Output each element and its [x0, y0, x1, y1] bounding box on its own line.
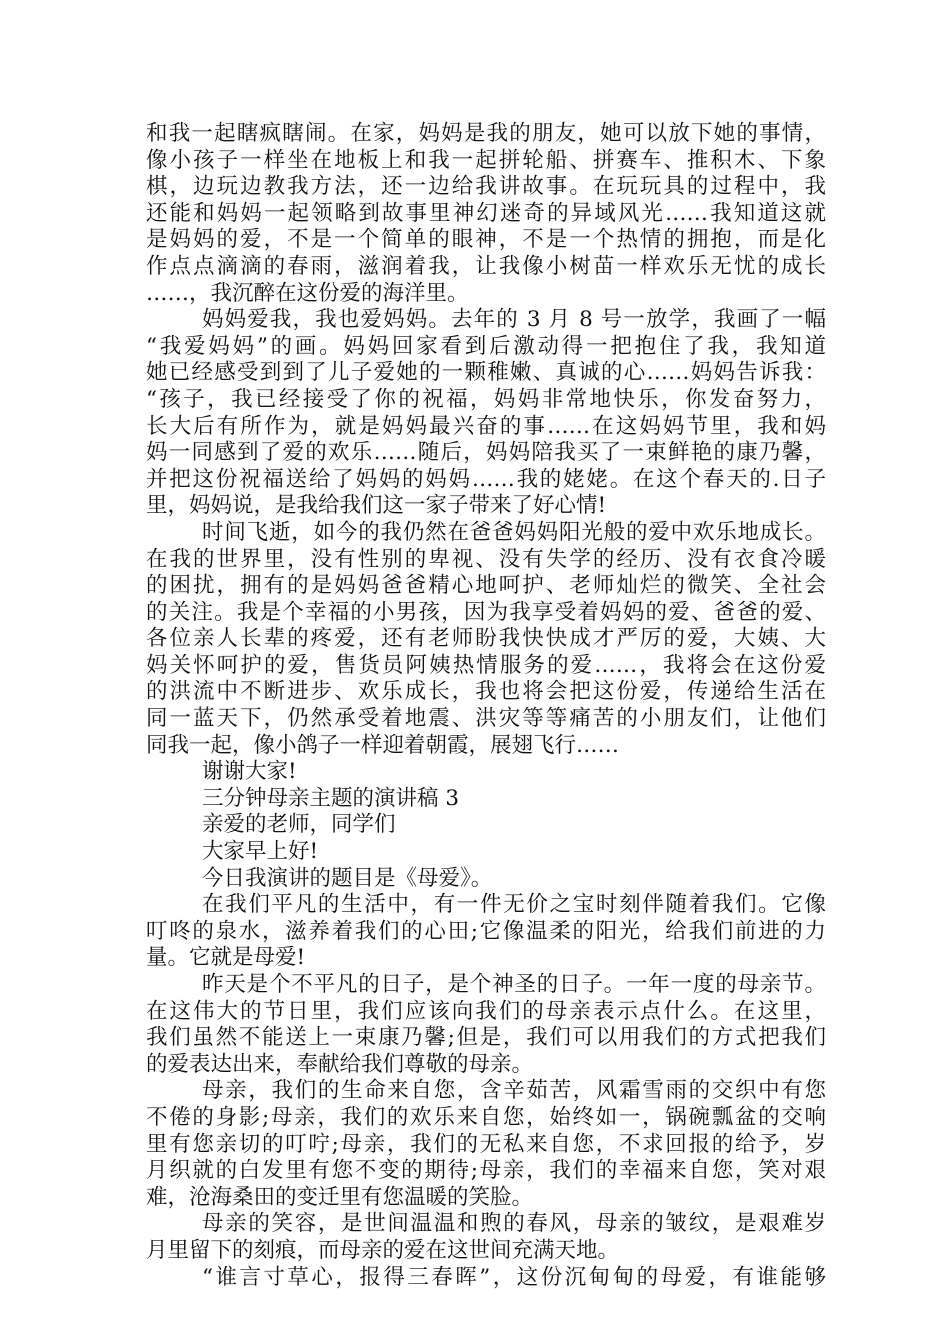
text-line: 里有您亲切的叮咛;母亲，我们的无私来自您，不求回报的给予，岁 [146, 1131, 826, 1157]
text-line: 今日我演讲的题目是《母爱》。 [202, 865, 493, 891]
text-line: 母亲的笑容，是世间温温和煦的春风，母亲的皱纹，是艰难岁 [202, 1211, 826, 1237]
text-line: 叮咚的泉水，滋养着我们的心田;它像温柔的阳光，给我们前进的力 [146, 918, 826, 944]
text-line: 妈妈爱我，我也爱妈妈。去年的 3 月 8 号一放学，我画了一幅 [202, 307, 826, 333]
text-line: 月织就的白发里有您不变的期待;母亲，我们的幸福来自您，笑对艰 [146, 1158, 826, 1184]
text-line: 的爱表达出来，奉献给我们尊敬的母亲。 [146, 1051, 534, 1077]
text-line: 大家早上好! [202, 839, 319, 865]
text-line: 的困扰，拥有的是妈妈爸爸精心地呵护、老师灿烂的微笑、全社会 [146, 573, 826, 599]
text-line: 不倦的身影;母亲，我们的欢乐来自您，始终如一，锅碗瓢盆的交响 [146, 1104, 826, 1130]
text-line: “孩子，我已经接受了你的祝福，妈妈非常地快乐，你发奋努力， [146, 386, 826, 412]
text-line: 妈一同感到了爱的欢乐……随后，妈妈陪我买了一束鲜艳的康乃馨， [146, 440, 826, 466]
text-line: 在我们平凡的生活中，有一件无价之宝时刻伴随着我们。它像 [202, 892, 826, 918]
text-line: 棋，边玩边教我方法，还一边给我讲故事。在玩玩具的过程中，我 [146, 174, 826, 200]
text-line: 母亲，我们的生命来自您，含辛茹苦，风霜雪雨的交织中有您 [202, 1078, 826, 1104]
text-line: 昨天是个不平凡的日子，是个神圣的日子。一年一度的母亲节。 [202, 972, 826, 997]
text-line: 她已经感受到到了儿子爱她的一颗稚嫩、真诚的心……妈妈告诉我： [146, 360, 826, 386]
text-line: 我们虽然不能送上一束康乃馨;但是，我们可以用我们的方式把我们 [146, 1025, 826, 1051]
text-line: 和我一起瞎疯瞎闹。在家，妈妈是我的朋友，她可以放下她的事情， [146, 121, 826, 146]
text-line: 在我的世界里，没有性别的卑视、没有失学的经历、没有衣食冷暖 [146, 546, 826, 572]
text-line: ……，我沉醉在这份爱的海洋里。 [146, 280, 469, 306]
text-line: 同一蓝天下，仍然承受着地震、洪灾等等痛苦的小朋友们，让他们 [146, 706, 826, 732]
text-line: 同我一起，像小鸽子一样迎着朝霞，展翅飞行…… [146, 732, 620, 758]
text-line: 作点点滴滴的春雨，滋润着我，让我像小树苗一样欢乐无忧的成长 [146, 253, 826, 279]
text-line: 长大后有所作为，就是妈妈最兴奋的事……在这妈妈节里，我和妈 [146, 413, 826, 439]
text-line: 妈关怀呵护的爱，售货员阿姨热情服务的爱……，我将会在这份爱 [146, 652, 826, 678]
text-line: 像小孩子一样坐在地板上和我一起拼轮船、拼赛车、推积木、下象 [146, 147, 826, 173]
text-line: 三分钟母亲主题的演讲稿 3 [202, 785, 460, 811]
document-body [146, 121, 826, 1291]
text-line: 难，沧海桑田的变迁里有您温暖的笑脸。 [146, 1184, 534, 1210]
text-line: 的关注。我是个幸福的小男孩，因为我享受着妈妈的爱、爸爸的爱、 [146, 599, 826, 625]
text-line: 月里留下的刻痕，而母亲的爱在这世间充满天地。 [146, 1237, 620, 1263]
text-line: “谁言寸草心，报得三春晖”，这份沉甸甸的母爱，有谁能够 [202, 1264, 826, 1290]
text-line: 是妈妈的爱，不是一个简单的眼神，不是一个热情的拥抱，而是化 [146, 227, 826, 253]
text-line: 时间飞逝，如今的我仍然在爸爸妈妈阳光般的爱中欢乐地成长。 [202, 519, 826, 545]
text-line: 各位亲人长辈的疼爱，还有老师盼我快快成才严厉的爱，大姨、大 [146, 626, 826, 652]
text-line: “我爱妈妈”的画。妈妈回家看到后激动得一把抱住了我，我知道 [146, 333, 826, 359]
text-line: 在这伟大的节日里，我们应该向我们的母亲表示点什么。在这里， [146, 998, 826, 1024]
text-line: 并把这份祝福送给了妈妈的妈妈……我的姥姥。在这个春天的.日子 [146, 466, 826, 492]
text-line: 的洪流中不断进步、欢乐成长，我也将会把这份爱，传递给生活在 [146, 679, 826, 705]
text-line: 量。它就是母爱! [146, 945, 306, 971]
text-line: 亲爱的老师，同学们 [202, 812, 396, 838]
text-line: 里，妈妈说，是我给我们这一家子带来了好心情! [146, 493, 607, 519]
text-line: 谢谢大家! [202, 759, 297, 785]
text-line: 还能和妈妈一起领略到故事里神幻迷奇的异域风光……我知道这就 [146, 200, 826, 226]
